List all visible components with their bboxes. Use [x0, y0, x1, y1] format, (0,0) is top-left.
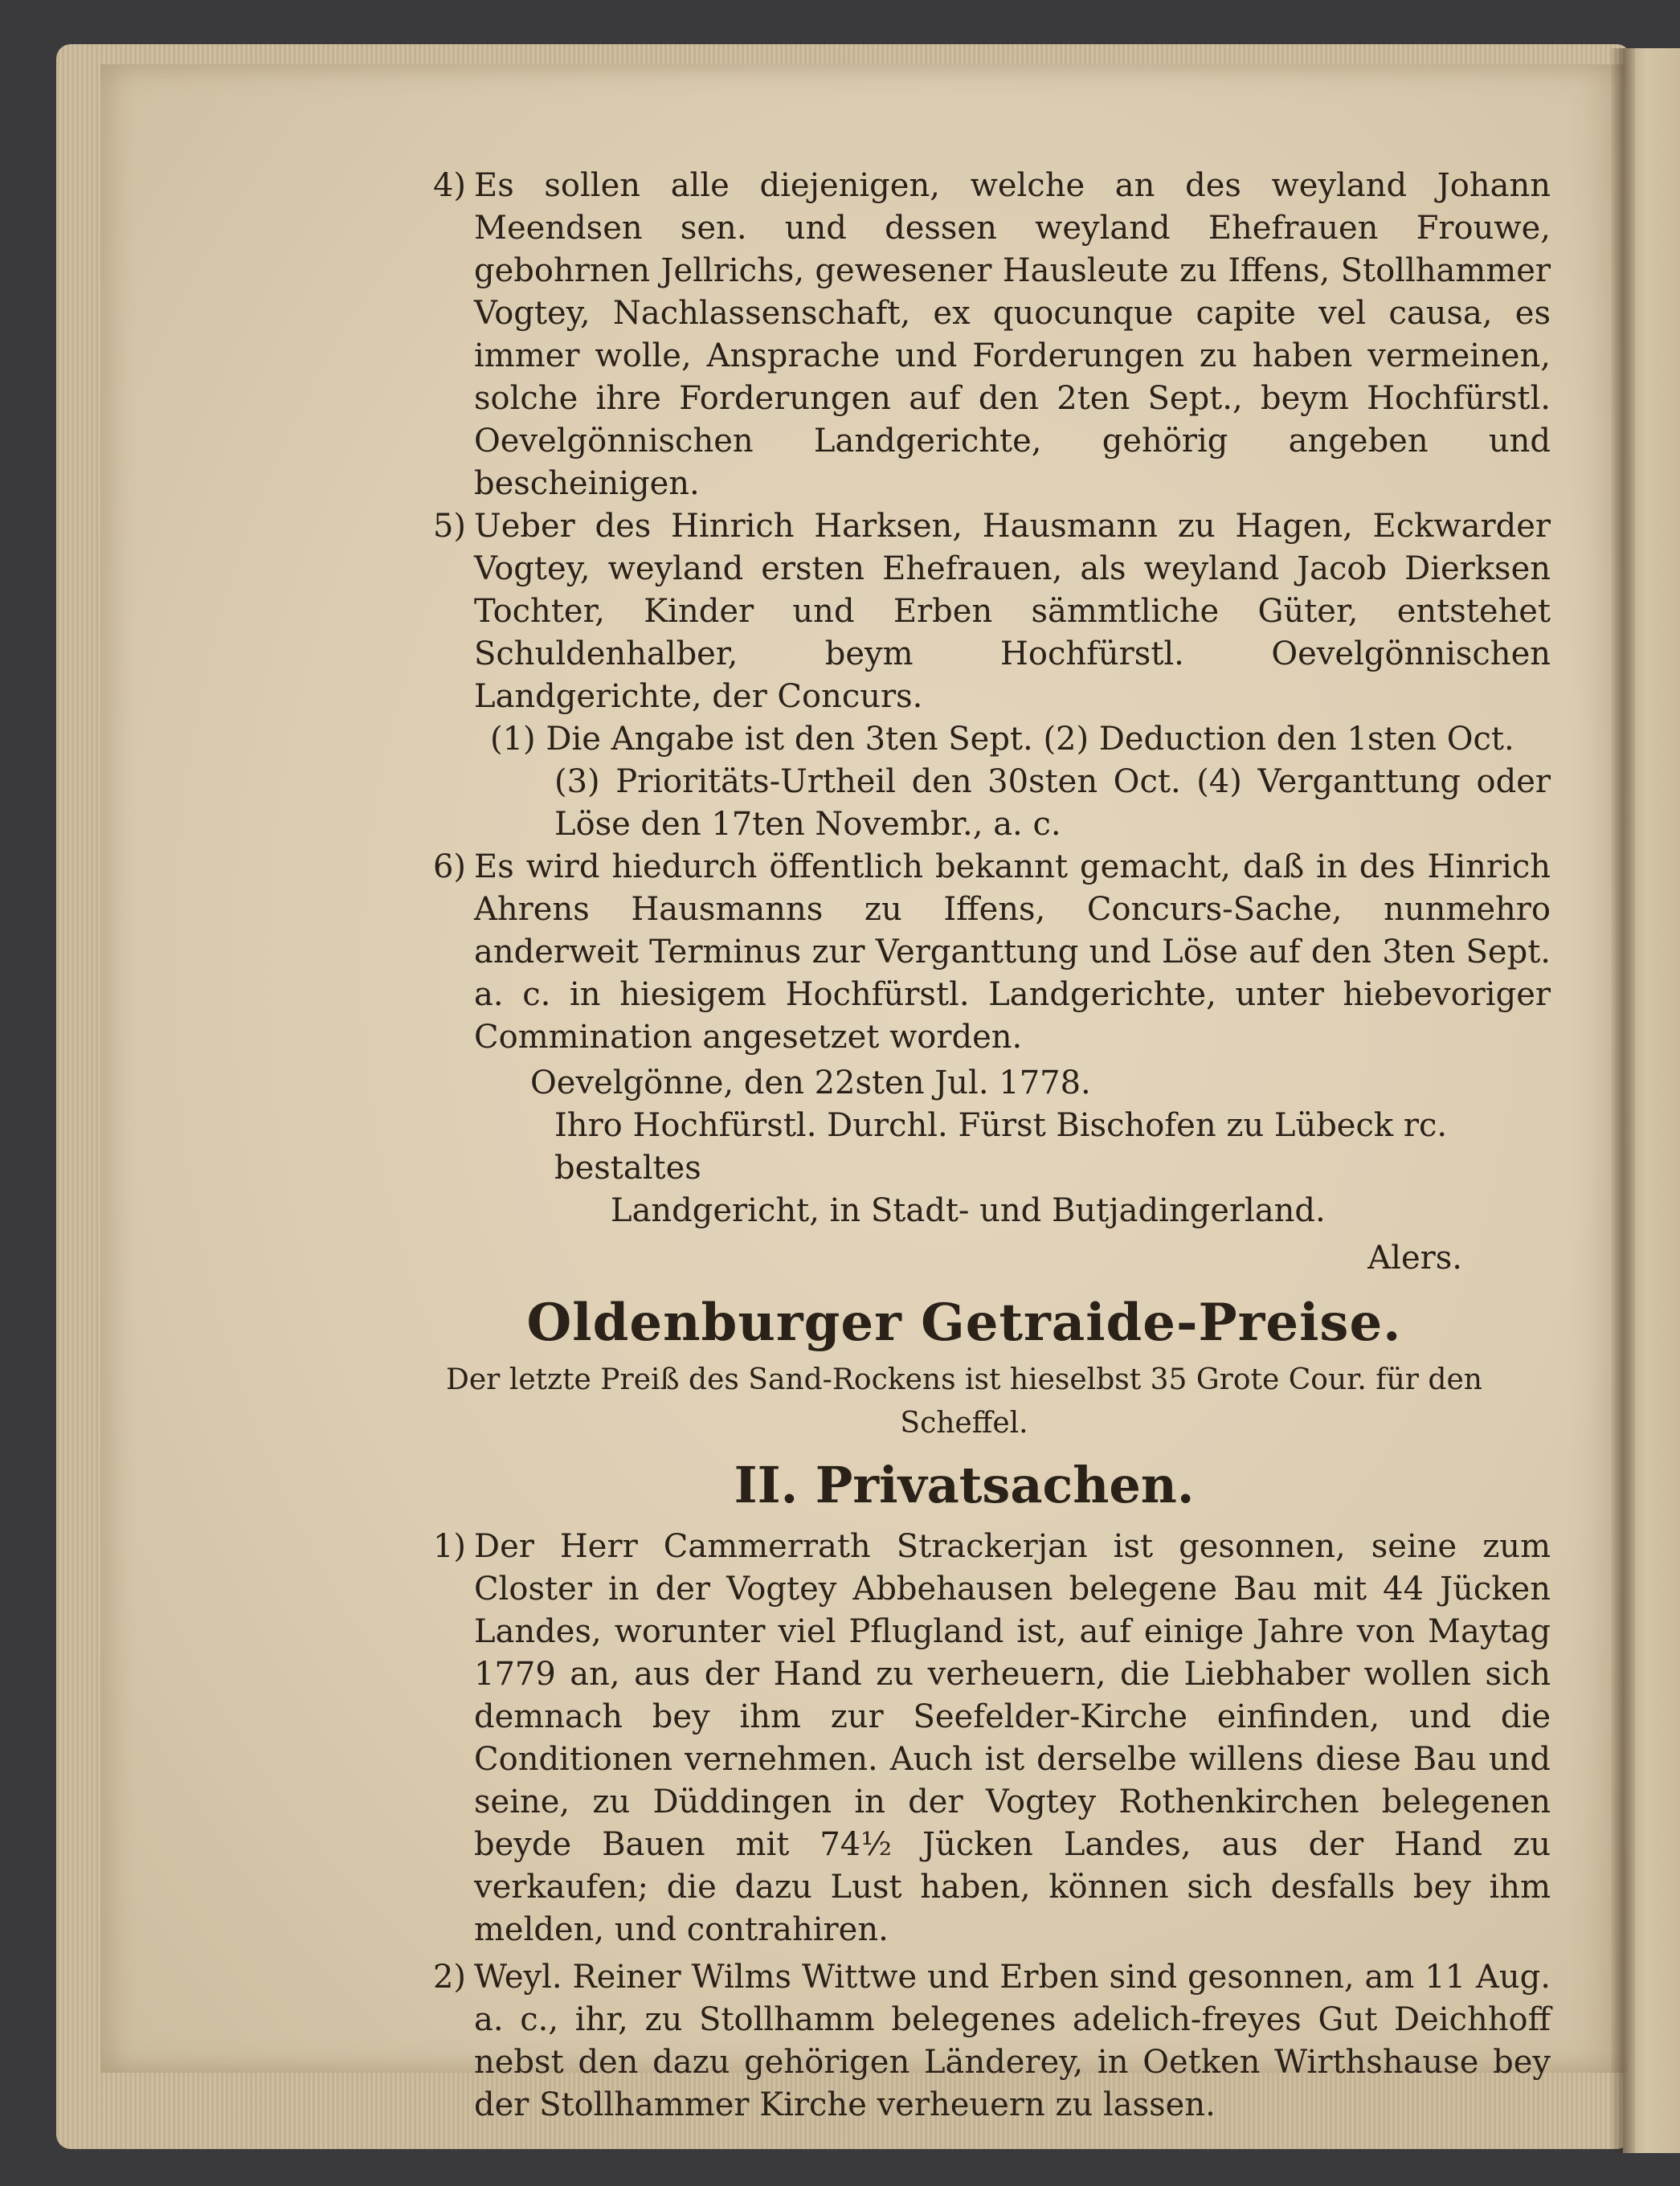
notice-text: Der Herr Cammerrath Strackerjan ist gesonnen, seine zum Closter in der Vogtey Abbehausen belegene Bau mit 44 Jücken Landes, worunter viel Pflugland ist, auf einige Jahre von Maytag 1779 an, aus der Hand zu verheuern, die Liebhaber wollen sich demnach bey ihm zur Seefelder-Kirche einfinden, und die Conditionen vernehmen. Auch ist derselbe willens diese Bau und seine, zu Düddingen in der Vogtey Rothenkirchen belegenen beyde Bauen mit 74½ Jücken Landes, aus der Hand zu verkaufen; die dazu Lust haben, können sich desfalls bey ihm melden, und contrahiren.	[474, 1528, 1551, 1948]
grain-price-note: Der letzte Preiß des Sand-Rockens ist hieselbst 35 Grote Cour. für den Scheffel.	[446, 1363, 1482, 1440]
notice-number: 1)	[432, 1528, 466, 1565]
dateline: Oevelgönne, den 22sten Jul. 1778.	[530, 1064, 1091, 1101]
notice-number: 6)	[432, 848, 466, 885]
notice-text: Es sollen alle diejenigen, welche an des weyland Johann Meendsen sen. und dessen weyland Ehefrauen Frouwe, gebohrnen Jellrichs, gewesener Hausleute zu Iffens, Stollhammer Vogtey, Nachlassenschaft, ex quocunque capite vel causa, es immer wolle, Ansprache und Forderungen zu haben vermeinen, solche ihre Forderungen auf den 2ten Sept., beym Hochfürstl. Oevelgönnischen Landgerichte, gehörig angeben und bescheinigen.	[474, 167, 1551, 502]
terms-line-2: (3) Prioritäts-Urtheil den 30sten Oct. (4) Verganttung oder Löse den 17ten Novembr., a. c.	[554, 763, 1551, 843]
court-line-2: Landgericht, in Stadt- und Butjadingerland.	[611, 1192, 1326, 1229]
notice-6	[378, 846, 1551, 1059]
spine-shadow	[1611, 48, 1635, 2153]
notice-number: 5)	[432, 508, 466, 545]
page-text	[378, 165, 1551, 2127]
private-notice-1	[378, 1526, 1551, 1951]
notice-text: Weyl. Reiner Wilms Wittwe und Erben sind gesonnen, am 11 Aug. a. c., ihr, zu Stollhamm belegenes adelich-freyes Gut Deichhoff nebst den dazu gehörigen Länderey, in Oetken Wirthshause bey der Stollhammer Kirche verheuern zu lassen.	[474, 1959, 1551, 2123]
notice-text: Ueber des Hinrich Harksen, Hausmann zu Hagen, Eckwarder Vogtey, weyland ersten Ehefrauen, als weyland Jacob Dierksen Tochter, Kinder und Erben sämmtliche Güter, entstehet Schuldenhalber, beym Hochfürstl. Oevelgönnischen Landgerichte, der Concurs.	[474, 508, 1551, 715]
notice-text: Es wird hiedurch öffentlich bekannt gemacht, daß in des Hinrich Ahrens Hausmanns zu Iffens, Concurs-Sache, nunmehro anderweit Terminus zur Verganttung und Löse auf den 3ten Sept. a. c. in hiesigem Hochfürstl. Landgerichte, unter hiebevoriger Commination angesetzet worden.	[474, 848, 1551, 1056]
terms-line-1: (1) Die Angabe ist den 3ten Sept. (2) Deduction den 1sten Oct.	[490, 721, 1514, 758]
notice-5	[378, 505, 1551, 718]
notice-number: 4)	[432, 167, 466, 204]
court-line-1: Ihro Hochfürstl. Durchl. Fürst Bischofen zu Lübeck rc. bestaltes	[554, 1107, 1448, 1187]
signer: Alers.	[1367, 1240, 1462, 1277]
notice-4	[378, 165, 1551, 505]
private-notice-2	[378, 1956, 1551, 2127]
section-heading: II. Privatsachen.	[734, 1456, 1195, 1514]
grain-prices-heading: Oldenburger Getraide-Preise.	[526, 1293, 1402, 1353]
notice-number: 2)	[432, 1959, 466, 1996]
